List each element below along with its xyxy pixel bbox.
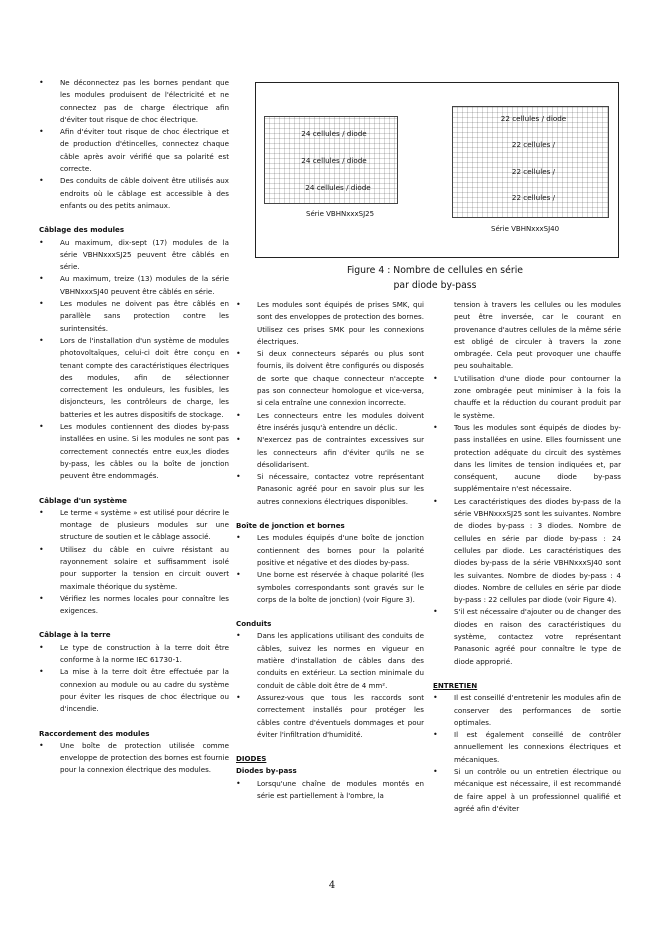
list-item: • Une boîte de protection utilisée comme enveloppe de protection des bornes est fournie pour la connexion électrique des modules. [39, 740, 229, 777]
section-heading-raccordement: Raccordement des modules [39, 728, 150, 738]
list-item: • Les caractéristiques des diodes by-pass de la série VBHNxxxSJ25 sont les suivantes. Nombre de diodes by-pass : 3 diodes. Nombre de cellules en série par diode by-pass : 24 cellules par diode. Les caractéristiques des diodes by-pass de la série VBHNxxxSJ40 sont les suivantes. Nombre de diodes by-pass : 4 diodes. Nombre de cellules en série par diode by-pass : 22 cellules par diode (voir Figure 4). [433, 496, 621, 607]
list-item: • Ne déconnectez pas les bornes pendant que les modules produisent de l'électricité et ne connectez pas de charge électrique afin d'éviter tout risque de choc électrique. [39, 77, 229, 126]
list-item: • Tous les modules sont équipés de diodes by-pass installées en usine. Elles fournissent une protection adéquate du circuit des systèmes dans les limites de tension indiquées et, par conséquent, aucune diode by-pass supplémentaire n'est nécessaire. [433, 422, 621, 496]
boite-list [236, 532, 424, 606]
section-heading-conduits: Conduits [236, 619, 272, 629]
cablage-list [39, 237, 229, 483]
list-item: • Le type de construction à la terre doit être conforme à la norme IEC 61730-1. [39, 642, 229, 667]
section-heading-boite-jonction: Boîte de jonction et bornes [236, 521, 345, 531]
list-item: • Assurez-vous que tous les raccords sont correctement installés pour protéger les câbles contre d'éventuels dommages et pour éviter l'infiltration d'humidité. [236, 692, 424, 741]
list-item: • L'utilisation d'une diode pour contourner la zone ombragée peut minimiser à la fois la chauffe et la réduction du courant produit par le système. [433, 373, 621, 422]
list-item: • Les modules ne doivent pas être câblés en parallèle sans protection contre les surintensités. [39, 298, 229, 335]
list-item: • Dans les applications utilisant des conduits de câbles, suivez les normes en vigueur en matière d'installation de câbles dans des conduits en extérieur. La section minimale du conduit de câble doit être de 4 mm². [236, 630, 424, 691]
cell-label: 24 cellules / diode [301, 129, 367, 138]
section-heading-cablage-terre: Câblage à la terre [39, 630, 111, 640]
list-item: • Lorsqu'une chaîne de modules montés en série est partiellement à l'ombre, la [236, 778, 424, 803]
list-item: • Si un contrôle ou un entretien électrique ou mécanique est nécessaire, il est recommandé de faire appel à un professionnel qualifié et agréé afin d'éviter [433, 766, 621, 815]
section-heading-cablage-modules: Câblage des modules [39, 225, 125, 235]
cell-label: 22 cellules / [511, 193, 556, 202]
list-item: • Vérifiez les normes locales pour connaître les exigences. [39, 593, 229, 618]
list-item: • Les modules contiennent des diodes by-pass installées en usine. Si les modules ne sont pas correctement connectés entre eux,les diodes by-pass, les câbles ou la boîte de jonction peuvent être endommagés. [39, 421, 229, 482]
section-heading-entretien: ENTRETIEN [433, 680, 478, 690]
list-item: • Au maximum, treize (13) modules de la série VBHNxxxSJ40 peuvent être câblés en série. [39, 273, 229, 298]
systeme-list [39, 507, 229, 618]
figure-4-diagram [255, 82, 619, 258]
figure-caption [300, 263, 570, 293]
series-label-sj40: Série VBHNxxxSJ40 [491, 225, 560, 233]
list-item: • Les modules sont équipés de prises SMK, qui sont des enveloppes de protection des bornes. Utilisez ces prises SMK pour les connexions électriques. [236, 299, 424, 348]
list-item: • N'exercez pas de contraintes excessives sur les connecteurs afin d'éviter qu'ils ne se désolidarisent. [236, 434, 424, 471]
list-item: • Utilisez du câble en cuivre résistant au rayonnement solaire et suffisamment isolé pour supporter la tension en circuit ouvert maximale théorique du système. [39, 544, 229, 593]
list-item: • Au maximum, dix-sept (17) modules de la série VBHNxxxSJ25 peuvent être câblés en série. [39, 237, 229, 274]
page-number: 4 [328, 880, 336, 891]
list-item: • La mise à la terre doit être effectuée par la connexion au module ou au cadre du système pour éviter les risques de choc électrique ou d'incendie. [39, 666, 229, 715]
list-item: • S'il est nécessaire d'ajouter ou de changer des diodes en raison des caractéristiques du système, contactez votre représentant Panasonic agréé pour connaître le type de diode approprié. [433, 606, 621, 667]
subheading-diodes-bypass: Diodes by-pass [236, 766, 297, 776]
cell-label: 22 cellules / [511, 167, 556, 176]
list-item: • Il est conseillé d'entretenir les modules afin de conserver des performances de sortie optimales. [433, 692, 621, 729]
continuation-paragraph: tension à travers les cellules ou les modules peut être inversée, car le courant en provenance d'autres cellules de la même série est obligé de circuler à travers la zone ombragée. Cela peut provoquer une chauffe peu souhaitable. [454, 300, 621, 371]
section-heading-cablage-systeme: Câblage d'un système [39, 495, 127, 505]
caption-line: Figure 4 : Nombre de cellules en série [346, 265, 523, 276]
section-heading-diodes: DIODES [236, 754, 267, 764]
list-item: • Des conduits de câble doivent être utilisés aux endroits où le câblage est accessible à des enfants ou des petits animaux. [39, 175, 229, 212]
smk-list [236, 299, 424, 508]
cell-label: 22 cellules / [511, 140, 556, 149]
cell-label: 24 cellules / diode [305, 183, 371, 192]
list-item: • Le terme « système » est utilisé pour décrire le montage de plusieurs modules sur une structure de soutien et le câblage associé. [39, 507, 229, 544]
list-item: • Les connecteurs entre les modules doivent être insérés jusqu'à entendre un déclic. [236, 410, 424, 435]
entretien-list [433, 692, 621, 815]
column-middle [236, 299, 424, 802]
terre-list [39, 642, 229, 716]
list-item: • Les modules équipés d'une boîte de jonction contiennent des bornes pour la polarité positive et négative et des diodes by-pass. [236, 532, 424, 569]
column-left [39, 77, 229, 777]
cell-label: 22 cellules / diode [500, 114, 567, 123]
column-right [433, 299, 621, 815]
list-item: • Il est également conseillé de contrôler annuellement les connexions électriques et mécaniques. [433, 729, 621, 766]
bypass-list [236, 778, 424, 803]
list-item: • Lors de l'installation d'un système de modules photovoltaïques, celui-ci doit être conçu en tenant compte des caractéristiques électriques des modules, afin de sélectionner correctement les onduleurs, les fusibles, les disjoncteurs, les contrôleurs de charge, les batteries et les autres dispositifs de stockage. [39, 335, 229, 421]
list-item: • Une borne est réservée à chaque polarité (les symboles correspondants sont gravés sur le corps de la boîte de jonction) (voir Figure 3). [236, 569, 424, 606]
caption-line: par diode by-pass [393, 280, 477, 291]
series-label-sj25: Série VBHNxxxSJ25 [306, 210, 375, 218]
list-item: • Si nécessaire, contactez votre représentant Panasonic agréé pour en savoir plus sur les autres connexions électriques disponibles. [236, 471, 424, 508]
conduits-list [236, 630, 424, 741]
diodes-list [433, 373, 621, 668]
raccord-list [39, 740, 229, 777]
list-item: • Si deux connecteurs séparés ou plus sont fournis, ils doivent être configurés ou disposés de sorte que chaque connecteur n'accepte pas son connecteur homologue et vice-versa, si cela entraîne une connexion incorrecte. [236, 348, 424, 409]
safety-list [39, 77, 229, 212]
list-item: • Afin d'éviter tout risque de choc électrique et de production d'étincelles, connectez chaque câble après avoir vérifié que sa polarité est correcte. [39, 126, 229, 175]
cell-label: 24 cellules / diode [301, 156, 367, 165]
